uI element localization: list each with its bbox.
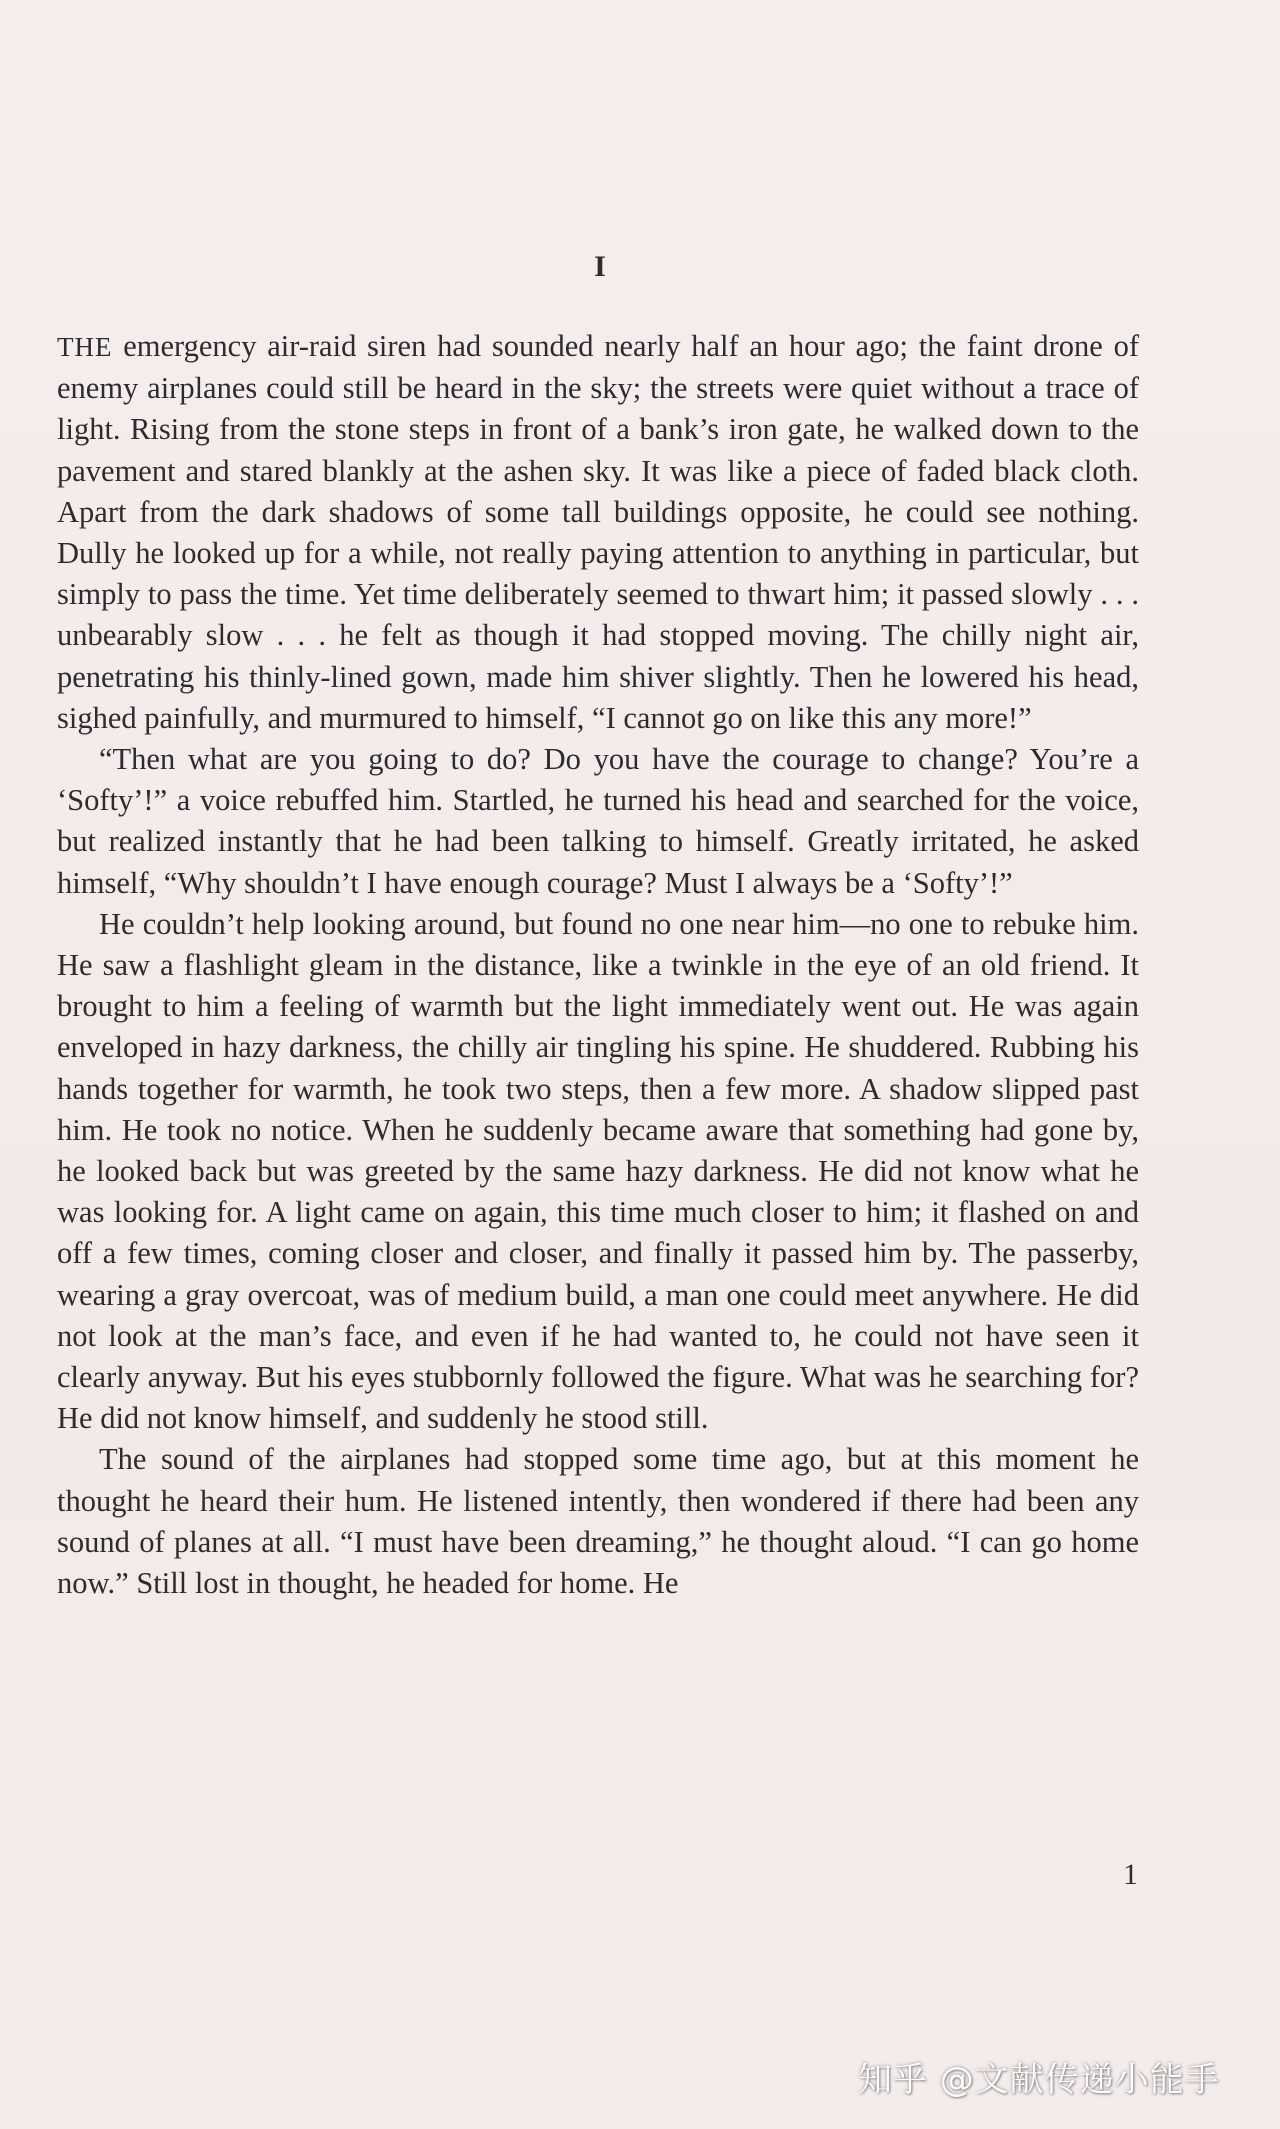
paragraph-text: “Then what are you going to do? Do you have the courage to change? You’re a ‘Softy’!” a voice rebuffed him. Startled, he turned his head and searched for the voice, but realized instantly that he had been talking to himself. Greatly irritated, he asked himself, “Why shouldn’t I have enough courage? Must I always be a ‘Softy’!” [57,742,1139,900]
chapter-number: I [594,250,606,283]
paragraph-text: The sound of the airplanes had stopped some time ago, but at this moment he thought he heard their hum. He listened intently, then wondered if there had been any sound of planes at all. “I must have been dreaming,” he thought aloud. “I can go home now.” Still lost in thought, he headed for home. He [57,1442,1139,1601]
paragraph-3 [57,904,1139,1440]
watermark: 知乎 @文献传递小能手 [858,2060,1220,2100]
paragraph-text: He couldn’t help looking around, but found no one near him—no one to rebuke him. He saw a flashlight gleam in the distance, like a twinkle in the eye of an old friend. It brought to him a feeling of warmth but the light immediately went out. He was again enveloped in hazy darkness, the chilly air tingling his spine. He shuddered. Rubbing his hands together for warmth, he took two steps, then a few more. A shadow slipped past him. He took no notice. When he suddenly became aware that something had gone by, he looked back but was greeted by the same hazy darkness. He did not know what he was looking for. A light came on again, this time much closer to him; it flashed on and off a few times, coming closer and closer, and finally it passed him by. The passerby, wearing a gray overcoat, was of medium build, a man one could meet anywhere. He did not look at the man’s face, and even if he had wanted to, he could not have seen it clearly anyway. But his eyes stubbornly followed the figure. What was he searching for? He did not know himself, and suddenly he stood still. [57,906,1139,1436]
paragraph-text: emergency air-raid siren had sounded nearly half an hour ago; the faint drone of enemy airplanes could still be heard in the sky; the streets were quiet without a trace of light. Rising from the stone steps in front of a bank’s iron gate, he walked down to the pavement and stared blankly at the ashen sky. It was like a piece of faded black cloth. Apart from the dark shadows of some tall buildings opposite, he could see nothing. Dully he looked up for a while, not really paying attention to anything in particular, but simply to pass the time. Yet time deliberately seemed to thwart him; it passed slowly . . . unbearably slow . . . he felt as though it had stopped moving. The chilly night air, penetrating his thinly-lined gown, made him shiver slightly. Then he lowered his head, sighed painfully, and murmured to himself, “I cannot go on like this any more!” [57,329,1139,735]
paragraph-1 [57,326,1139,739]
paragraph-lead-in: THE [57,332,113,362]
page-number: 1 [1123,1858,1138,1891]
paragraph-4 [57,1439,1139,1604]
chapter-body [57,326,1139,1604]
paragraph-2 [57,739,1139,904]
